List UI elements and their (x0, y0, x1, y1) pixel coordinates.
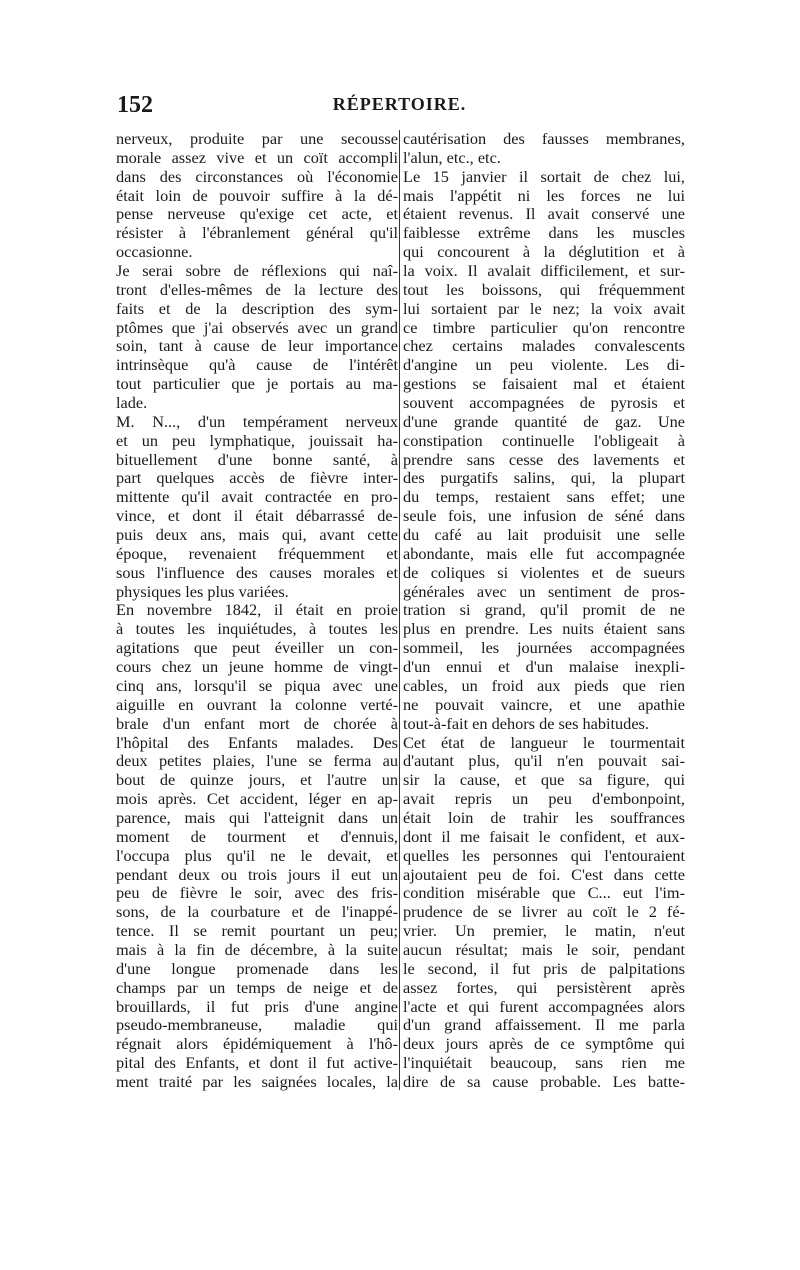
text-line: lade. (116, 394, 148, 413)
text-line: pital des Enfants, et dont il fut active- (116, 1054, 398, 1073)
text-line: cours chez un jeune homme de vingt- (116, 658, 398, 677)
text-line: d'une longue promenade dans les (116, 959, 398, 978)
text-line: d'un grand affaissement. Il me parla (403, 1016, 685, 1035)
text-line: l'acte et qui furent accompagnées alors (403, 997, 685, 1016)
text-line: du café au lait produisit une selle (403, 526, 685, 545)
text-line: constipation continuelle l'obligeait à (403, 431, 685, 450)
text-line: gestions se faisaient mal et étaient (403, 375, 685, 394)
text-line: faits et de la description des sym- (116, 299, 398, 318)
text-line: soin, tant à cause de leur importance (116, 337, 398, 356)
text-line: puis deux ans, mais qui, avant cette (116, 526, 398, 545)
text-line: qui concourent à la déglutition et à (403, 243, 685, 262)
text-line: d'angine un peu violente. Les di- (403, 356, 685, 375)
text-line: agitations que peut éveiller un con- (116, 639, 398, 658)
text-line: M. N..., d'un tempérament nerveux (116, 412, 398, 431)
text-line: la voix. Il avalait difficilement, et sur- (403, 262, 685, 281)
text-line: d'une grande quantité de gaz. Une (403, 412, 685, 431)
text-line: régnait alors épidémiquement à l'hô- (116, 1035, 398, 1054)
text-line: dans des circonstances où l'économie (116, 167, 398, 186)
text-line: faiblesse extrême dans les muscles (403, 224, 685, 243)
text-line: condition misérable que C... eut l'im- (403, 884, 685, 903)
text-line: cautérisation des fausses membranes, (403, 130, 685, 148)
text-line: plus en prendre. Les nuits étaient sans (403, 620, 685, 639)
text-line: cables, un froid aux pieds que rien (403, 676, 685, 695)
text-line: souvent accompagnées de pyrosis et (403, 394, 685, 413)
text-line: lui sortaient par le nez; la voix avait (403, 299, 685, 318)
column-divider (399, 130, 400, 1090)
text-line: avait repris un peu d'embonpoint, (403, 790, 685, 809)
text-line: sous l'influence des causes morales et (116, 563, 398, 582)
page-number: 152 (117, 92, 153, 118)
text-line: l'hôpital des Enfants malades. Des (116, 733, 398, 752)
text-line: brouillards, il fut pris d'une angine (116, 997, 398, 1016)
text-line: deux petites plaies, l'une se ferma au (116, 752, 398, 771)
text-line: tout particulier que je portais au ma- (116, 375, 398, 394)
text-line: d'un ennui et d'un malaise inexpli- (403, 658, 685, 677)
text-line: mois après. Cet accident, léger en ap- (116, 790, 398, 809)
text-line: pseudo-membraneuse, maladie qui (116, 1016, 398, 1035)
text-line: champs par un temps de neige et de (116, 978, 398, 997)
text-line: dont il me faisait le confident, et aux- (403, 827, 685, 846)
text-line: générales avec un sentiment de pros- (403, 582, 685, 601)
text-line: mais à la fin de décembre, à la suite (116, 940, 398, 959)
text-line: pense nerveuse qu'exige cet acte, et (116, 205, 398, 224)
text-line: vince, et dont il était débarrassé de- (116, 507, 398, 526)
text-line: ne pouvait vaincre, et une apathie (403, 695, 685, 714)
text-line: de coliques si violentes et de sueurs (403, 563, 685, 582)
text-line: bituellement d'une bonne santé, à (116, 450, 398, 469)
text-line: l'alun, etc., etc. (403, 148, 501, 167)
text-line: époque, revenaient fréquemment et (116, 544, 398, 563)
text-line: ajoutaient peu de foi. C'est dans cette (403, 865, 685, 884)
running-title: RÉPERTOIRE. (332, 94, 467, 114)
text-line: quelles les personnes qui l'entouraient (403, 846, 685, 865)
text-line: Cet état de langueur le tourmentait (403, 733, 685, 752)
text-line: intrinsèque qu'à cause de l'intérêt (116, 356, 398, 375)
text-line: sons, de la courbature et de l'inappé- (116, 903, 398, 922)
text-line: du temps, restaient sans effet; une (403, 488, 685, 507)
text-line: chez certains malades convalescents (403, 337, 685, 356)
text-line: cinq ans, lorsqu'il se piqua avec une (116, 676, 398, 695)
text-line: sir la cause, et que sa figure, qui (403, 771, 685, 790)
right-column (403, 130, 685, 1092)
left-column (116, 130, 398, 1092)
text-line: tout-à-fait en dehors de ses habitudes. (403, 714, 649, 733)
text-line: tront d'elles-mêmes de la lecture des (116, 280, 398, 299)
text-line: parence, mais qui l'atteignit dans un (116, 808, 398, 827)
text-line: ptômes que j'ai observés avec un grand (116, 318, 398, 337)
text-line: pendant deux ou trois jours il eut un (116, 865, 398, 884)
text-line: sommeil, les journées accompagnées (403, 639, 685, 658)
text-line: prudence de se livrer au coït le 2 fé- (403, 903, 685, 922)
text-line: l'occupa plus qu'il ne le devait, et (116, 846, 398, 865)
text-line: était loin de pouvoir suffire à la dé- (116, 186, 398, 205)
text-line: et un peu lymphatique, jouissait ha- (116, 431, 398, 450)
text-line: prendre sans cesse des lavements et (403, 450, 685, 469)
text-line: ce timbre particulier qu'on rencontre (403, 318, 685, 337)
text-line: était loin de trahir les souffrances (403, 808, 685, 827)
text-line: physiques les plus variées. (116, 582, 289, 601)
text-line: ment traité par les saignées locales, la (116, 1072, 398, 1091)
text-line: assez fortes, qui persistèrent après (403, 978, 685, 997)
text-line: moment de tourment et d'ennuis, (116, 827, 398, 846)
text-line: tence. Il se remit pourtant un peu; (116, 922, 398, 941)
text-line: deux jours après de ce symptôme qui (403, 1035, 685, 1054)
text-line: aiguille en ouvrant la colonne verté- (116, 695, 398, 714)
text-line: tout les boissons, qui fréquemment (403, 280, 685, 299)
text-line: le second, il fut pris de palpitations (403, 959, 685, 978)
text-line: aucun résultat; mais le soir, pendant (403, 940, 685, 959)
text-line: En novembre 1842, il était en proie (116, 601, 398, 620)
text-line: étaient revenus. Il avait conservé une (403, 205, 685, 224)
text-line: d'autant plus, qu'il n'en pouvait sai- (403, 752, 685, 771)
text-line: Je serai sobre de réflexions qui naî- (116, 262, 398, 281)
text-line: nerveux, produite par une secousse (116, 130, 398, 148)
text-line: dire de sa cause probable. Les batte- (403, 1072, 685, 1091)
text-line: des purgatifs salins, qui, la plupart (403, 469, 685, 488)
text-line: part quelques accès de fièvre inter- (116, 469, 398, 488)
text-line: résister à l'ébranlement général qu'il (116, 224, 398, 243)
text-line: vrier. Un premier, le matin, n'eut (403, 922, 685, 941)
text-line: Le 15 janvier il sortait de chez lui, (403, 167, 685, 186)
text-line: occasionne. (116, 243, 193, 262)
text-line: à toutes les inquiétudes, à toutes les (116, 620, 398, 639)
text-line: mittente qu'il avait contractée en pro- (116, 488, 398, 507)
text-line: l'inquiétait beaucoup, sans rien me (403, 1054, 685, 1073)
text-line: tration si grand, qu'il promit de ne (403, 601, 685, 620)
text-line: bout de quinze jours, et l'autre un (116, 771, 398, 790)
text-line: abondante, mais elle fut accompagnée (403, 544, 685, 563)
page-header (117, 92, 682, 122)
text-line: brale d'un enfant mort de chorée à (116, 714, 398, 733)
text-line: peu de fièvre le soir, avec des fris- (116, 884, 398, 903)
text-line: seule fois, une infusion de séné dans (403, 507, 685, 526)
text-line: morale assez vive et un coït accompli (116, 148, 398, 167)
text-line: mais l'appétit ni les forces ne lui (403, 186, 685, 205)
